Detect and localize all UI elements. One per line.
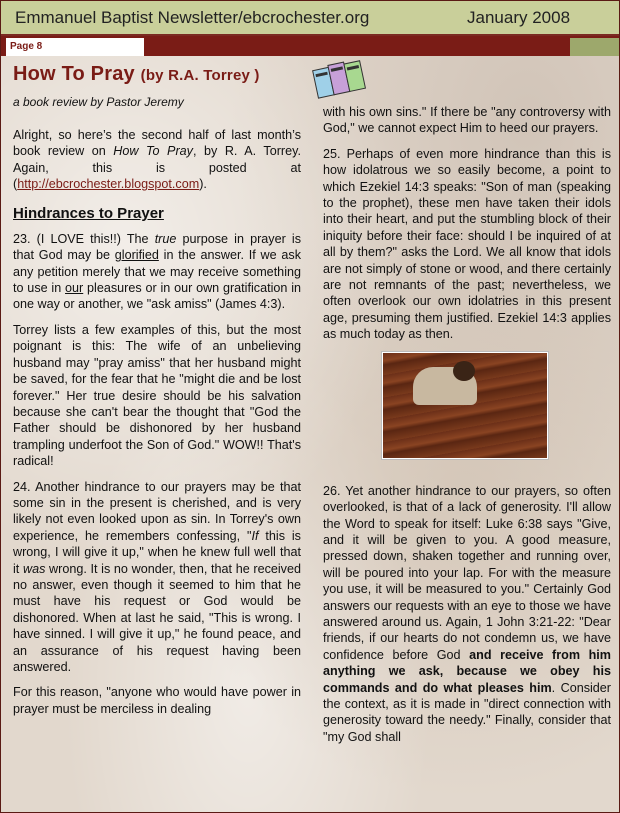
page-number-box [6,38,144,56]
article-title [13,63,301,85]
paragraph-25: 25. Perhaps of even more hindrance than this is how idolatrous we so easily become, a point to which Ezekiel 14:3 speaks: "Son of man (speaking to the prophet), these men have taken their idols into their heart, and put the stumbling block of their iniquity before their face: should I be inquired of at all by them?" asks the Lord. We all know that idols are not simply of stone or wood, and there certainly are not remnants of the past; nevertheless, we often overlook our own idolatries in this present age, presuming them justified. Ezekiel 14:3 applies as much today as then. [323,146,611,342]
paragraph-26: 26. Yet another hindrance to our prayers, so often overlooked, is that of a lack of generosity. I'll allow the Word to speak for itself: Luke 6:38 says "Give, and it will be given to you. A good measure, pressed down, shaken together and running over, will be poured into your lap. For with the measure you use, it will be measured to you." Certainly God answers our requests with an eye to those we have answered around us. Again, 1 John 3:21-22: "Dear friends, if our hearts do not condemn us, we have confidence before God and receive from him anything we ask, because we obey his commands and do what pleases him. Consider the context, as it is made in "direct connection with generosity toward the needy." Finally, consider that "my God shall [323,483,611,744]
blog-link[interactable]: http://ebcrochester.blogspot.com [17,177,200,192]
page-number: Page 8 [10,41,43,52]
left-column [13,63,301,726]
paragraph-23: 23. (I LOVE this!!) The true purpose in prayer is that God may be glorified in the answer. If we ask any petition merely that we may receive something to use in our pleasures or in our own gratification in one way or another, we "ask amiss" (James 4:3). [13,231,301,312]
header-accent-box [570,38,619,56]
books-icon [309,57,373,101]
issue-date: January 2008 [467,8,571,27]
newsletter-header [1,1,619,36]
section-heading: Hindrances to Prayer [13,205,164,223]
article-author: (by R.A. Torrey ) [140,67,260,84]
article-title-text: How To Pray [13,63,135,85]
praying-man-photo [382,352,548,459]
newsletter-title: Emmanuel Baptist Newsletter/ebcrochester.org [15,8,370,27]
paragraph-continued: with his own sins." If there be "any controversy with God," we cannot expect Him to heed our prayers. [323,105,611,136]
photo-head [453,361,475,381]
right-column [323,104,611,754]
article-byline: a book review by Pastor Jeremy [13,95,184,110]
intro-paragraph: Alright, so here’s the second half of last month’s book review on How To Pray, by R. A. Torrey. Again, this is posted at (http://ebcrochester.blogspot.com). [13,127,301,192]
paragraph-24: 24. Another hindrance to our prayers may be that some sin in the present is cherished, and is very likely not even looked upon as sin. In Torrey's own experience, he remembers confessing, "If this is wrong, I will give it up," when he knew full well that it was wrong. It is no wonder, then, that he received no answer, even though it seemed to him that he must have his request or God would be dishonored. When at last he said, "This is wrong. I have sinned. I will give it up," he found peace, and an assurance of his request having been answered. [13,479,301,674]
paragraph-reason: For this reason, "anyone who would have power in prayer must be merciless in dealing [13,685,301,716]
paragraph-torrey-examples: Torrey lists a few examples of this, but the most poignant is this: The wife of an unbelieving husband may "pray amiss" that her husband might be saved, for the fear that he "might die and be lost forever." Her true desire should be his salvation because she can't bear the thought that "God the Father should be dishonored by her husband trampling underfoot the Son of God." WOW!! That's radical! [13,322,301,469]
book-title: How To Pray [113,144,193,159]
